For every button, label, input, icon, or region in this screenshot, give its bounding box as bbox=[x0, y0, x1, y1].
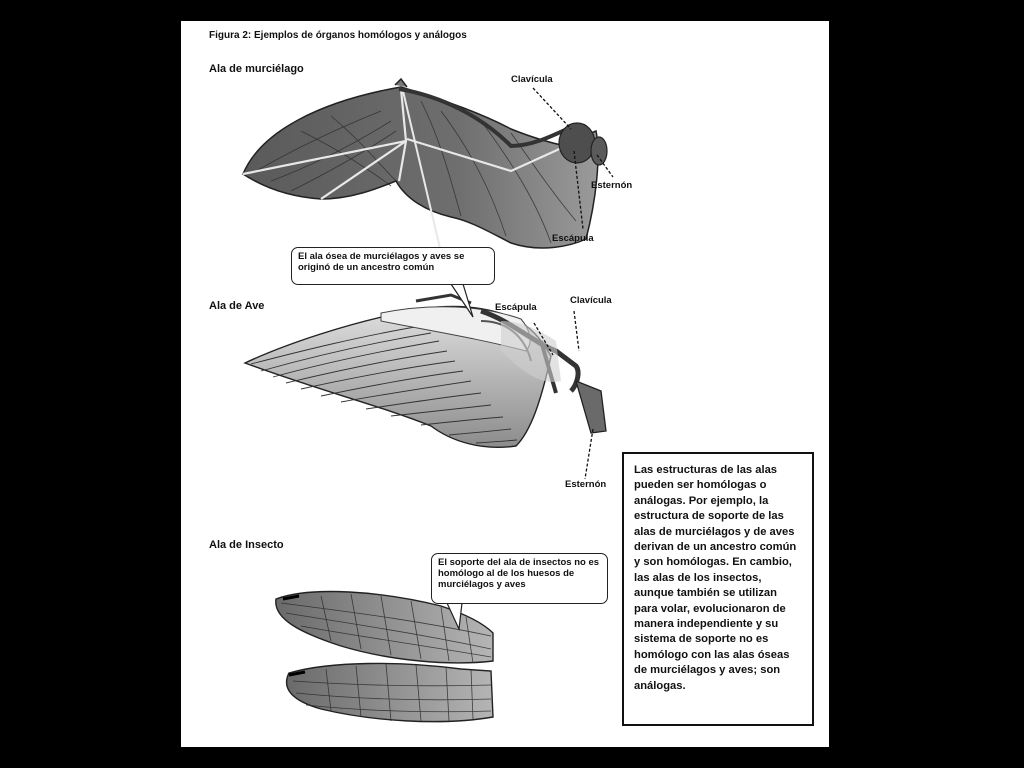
bat-clavicle-label: Clavícula bbox=[511, 74, 553, 85]
insect-section-title: Ala de Insecto bbox=[209, 539, 284, 551]
homologous-callout: El ala ósea de murciélagos y aves se originó de un ancestro común bbox=[291, 247, 495, 285]
figure-page bbox=[181, 21, 829, 747]
bat-scapula-label: Escápula bbox=[552, 233, 594, 244]
bird-sternum-label: Esternón bbox=[565, 479, 607, 490]
insect-callout: El soporte del ala de insectos no es homólogo al de los huesos de murciélagos y aves bbox=[431, 553, 608, 604]
explanation-box: Las estructuras de las alas pueden ser homólogas o análogas. Por ejemplo, la estructura de soporte de las alas de murciélagos y de aves derivan de un ancestro común y son homólogas. En cambio, las alas de los insectos, aunque también se utilizan para volar, evolucionaron de manera independiente y su sistema de soporte no es homólogo con las alas óseas de murciélagos y aves; son análogas. bbox=[622, 452, 814, 726]
bird-scapula-label: Escápula bbox=[495, 302, 537, 313]
bat-section-title: Ala de murciélago bbox=[209, 63, 304, 75]
bird-clavicle-label: Clavícula bbox=[570, 295, 612, 306]
bird-wing-illustration bbox=[245, 295, 606, 447]
figure-title: Figura 2: Ejemplos de órganos homólogos y análogos bbox=[209, 30, 467, 41]
bat-sternum-label: Esternón bbox=[591, 180, 633, 191]
bird-section-title: Ala de Ave bbox=[209, 300, 265, 312]
